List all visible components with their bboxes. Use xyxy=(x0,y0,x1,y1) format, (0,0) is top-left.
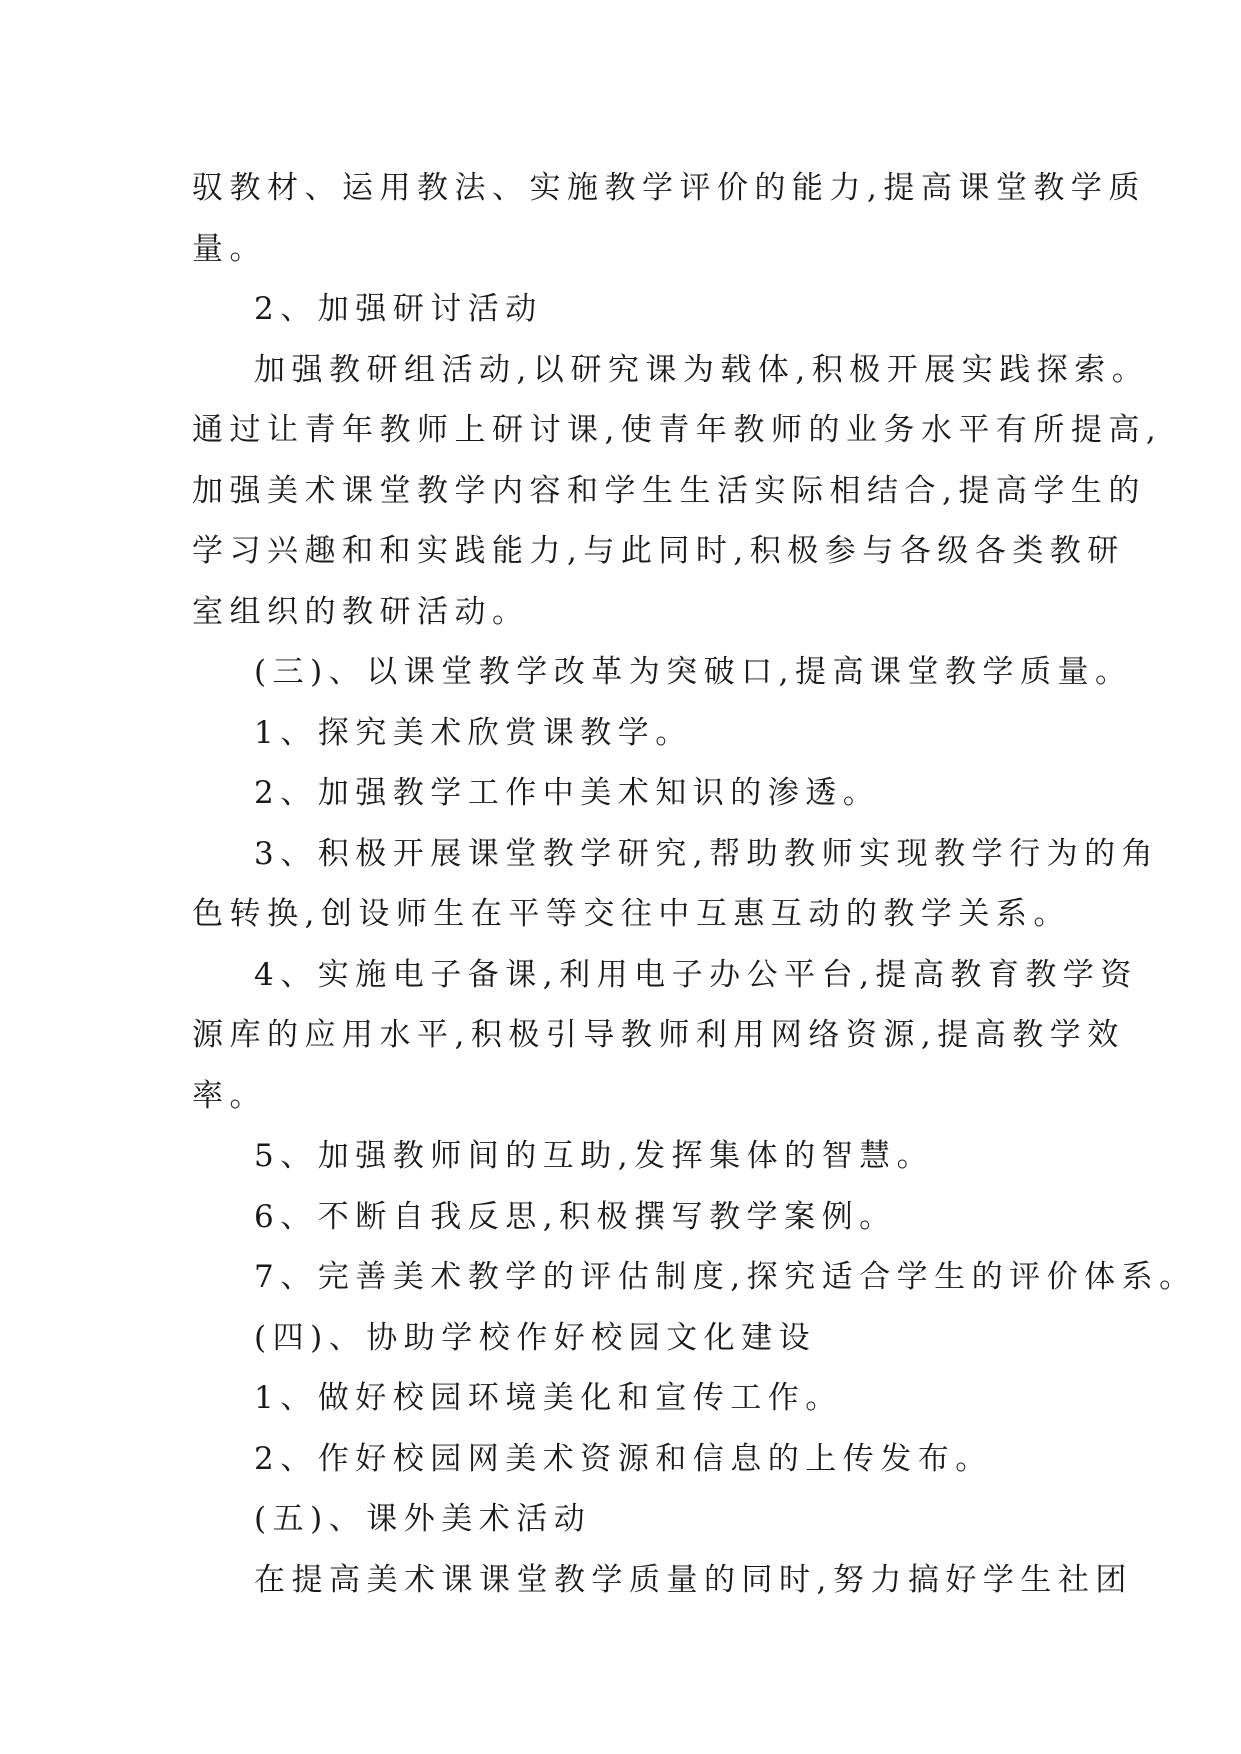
list-item: 2、加强教学工作中美术知识的渗透。 xyxy=(254,775,881,811)
section-heading: (四)、协助学校作好校园文化建设 xyxy=(254,1319,817,1356)
text-line: 率。 xyxy=(192,1077,267,1114)
section-heading: (五)、课外美术活动 xyxy=(254,1501,592,1537)
text-line: 加强美术课堂教学内容和学生生活实际相结合,提高学生的 xyxy=(192,472,1146,509)
section-heading: 2、加强研讨活动 xyxy=(254,291,543,327)
section-heading: (三)、以课堂教学改革为突破口,提高课堂教学质量。 xyxy=(254,654,1133,690)
text-line: 通过让青年教师上研讨课,使青年教师的业务水平有所提高, xyxy=(192,412,1163,448)
list-item: 2、作好校园网美术资源和信息的上传发布。 xyxy=(254,1440,993,1477)
list-item: 4、实施电子备课,利用电子办公平台,提高教育教学资 xyxy=(254,956,1138,993)
text-line: 源库的应用水平,积极引导教师利用网络资源,提高教学效 xyxy=(192,1017,1125,1053)
text-line: 量。 xyxy=(192,230,267,267)
body-text xyxy=(192,158,1197,1610)
text-line: 驭教材、运用教法、实施教学评价的能力,提高课堂教学质 xyxy=(192,170,1146,206)
list-item: 5、加强教师间的互助,发挥集体的智慧。 xyxy=(254,1138,935,1174)
list-item: 7、完善美术教学的评估制度,探究适合学生的评价体系。 xyxy=(254,1259,1197,1295)
text-line: 加强教研组活动,以研究课为载体,积极开展实践探索。 xyxy=(254,351,1150,388)
text-line: 色转换,创设师生在平等交往中互惠互动的教学关系。 xyxy=(192,896,1071,932)
text-line: 室组织的教研活动。 xyxy=(192,593,530,630)
list-item: 3、积极开展课堂教学研究,帮助教师实现教学行为的角 xyxy=(254,835,1160,872)
text-line: 学习兴趣和和实践能力,与此同时,积极参与各级各类教研 xyxy=(192,533,1125,569)
text-line: 在提高美术课课堂教学质量的同时,努力搞好学生社团 xyxy=(254,1561,1133,1598)
list-item: 1、探究美术欣赏课教学。 xyxy=(254,714,693,751)
list-item: 6、不断自我反思,积极撰写教学案例。 xyxy=(254,1198,897,1235)
list-item: 1、做好校园环境美化和宣传工作。 xyxy=(254,1380,843,1416)
